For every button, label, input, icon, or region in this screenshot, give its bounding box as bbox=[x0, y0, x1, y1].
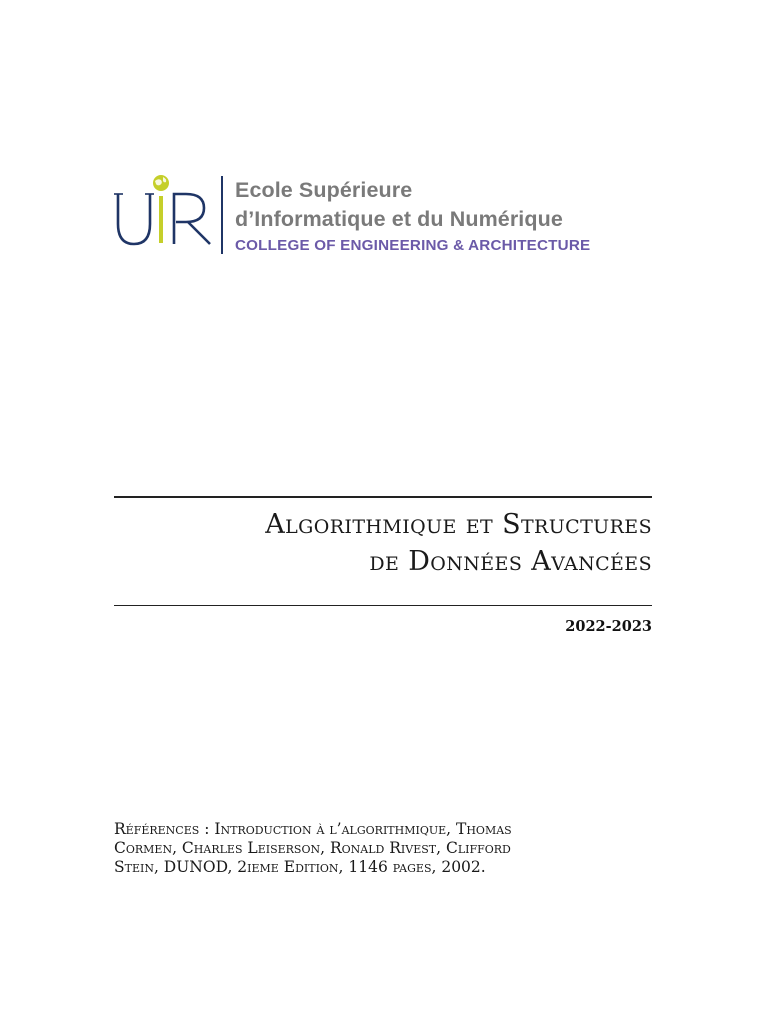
references-line-2: Cormen, Charles Leiserson, Ronald Rivest, Clifford bbox=[114, 839, 511, 857]
school-name-line-2: d’Informatique et du Numérique bbox=[235, 207, 563, 231]
title-rule-top bbox=[114, 496, 652, 498]
college-name: COLLEGE OF ENGINEERING & ARCHITECTURE bbox=[235, 237, 591, 254]
school-name bbox=[235, 176, 675, 256]
title-line-1: Algorithmique et Structures bbox=[265, 509, 652, 540]
logo-divider bbox=[221, 176, 223, 254]
academic-year: 2022-2023 bbox=[565, 618, 652, 635]
references-line-1: Références : Introduction à l’algorithmique, Thomas bbox=[114, 820, 512, 838]
title-rule-bottom bbox=[114, 605, 652, 606]
university-logo bbox=[114, 168, 674, 260]
references-line-3: Stein, DUNOD, 2ieme Edition, 1146 pages, 2002. bbox=[114, 858, 486, 876]
title-line-2: de Données Avancées bbox=[369, 546, 652, 577]
uir-logo-mark bbox=[114, 172, 214, 252]
globe-icon bbox=[153, 175, 169, 191]
document-title bbox=[114, 506, 652, 580]
school-name-line-1: Ecole Supérieure bbox=[235, 178, 413, 202]
uir-wordmark bbox=[114, 172, 214, 252]
references bbox=[114, 820, 654, 877]
